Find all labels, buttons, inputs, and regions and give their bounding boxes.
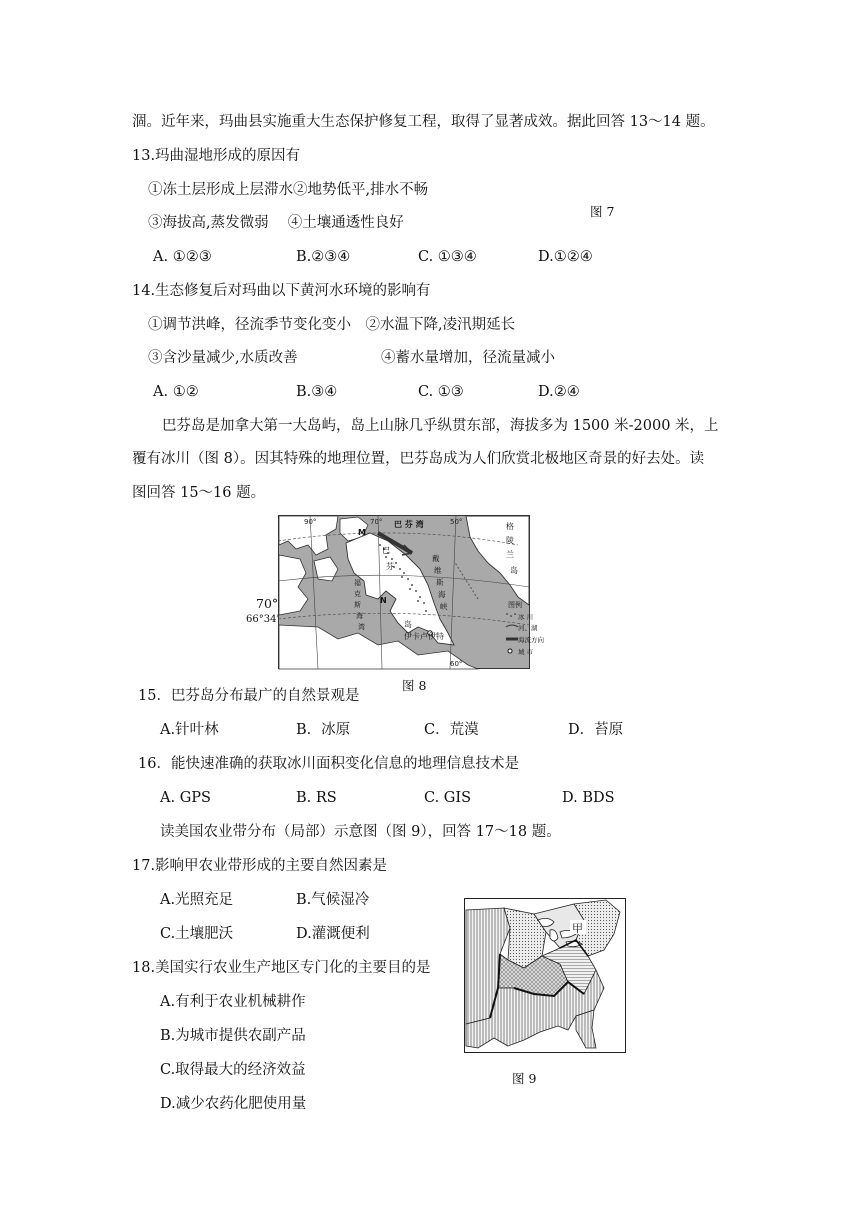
question-16-option-c: C. GIS [424, 790, 472, 806]
question-15-option-c: C．荒漠 [424, 722, 479, 738]
question-14-stem: 14.生态修复后对玛曲以下黄河水环境的影响有 [132, 283, 431, 299]
longitude-label: 70° [370, 518, 383, 526]
question-14-option-a: A. ①② [153, 384, 199, 400]
baffin-island-label: 巴 [382, 546, 390, 555]
point-m-label: M [358, 528, 366, 537]
davis-strait-label: 戴 [432, 554, 440, 563]
question-18-stem: 18.美国实行农业生产地区专门化的主要目的是 [132, 960, 431, 976]
legend-current-label: 海流方向 [518, 636, 544, 644]
question-18-option-a: A.有利于农业机械耕作 [160, 994, 306, 1010]
davis-strait-label: 斯 [436, 578, 444, 587]
longitude-label: 60° [450, 660, 463, 668]
usa-agriculture-map [464, 898, 626, 1053]
davis-strait-label: 峡 [440, 602, 448, 611]
question-14-statement: ④蓄水量增加，径流量减小 [381, 350, 555, 366]
passage-text: 读美国农业带分布（局部）示意图（图 9），回答 17～18 题。 [160, 824, 561, 840]
figure-8-map [278, 515, 544, 669]
question-14-option-c: C. ①③ [418, 384, 464, 400]
passage-text: 涸。近年来，玛曲县实施重大生态保护修复工程，取得了显著成效。据此回答 13～14 题。 [132, 114, 715, 130]
davis-strait-label: 维 [434, 566, 442, 575]
passage-text: 覆有冰川（图 8）。因其特殊的地理位置，巴芬岛成为人们欣赏北极地区奇景的好去处。读 [132, 451, 705, 467]
question-17-option-d: D.灌溉便利 [296, 926, 370, 942]
question-16-option-a: A. GPS [160, 790, 211, 806]
foxe-basin-label: 斯 [354, 601, 361, 609]
baffin-island-label: 芬 [386, 562, 394, 571]
legend-city-swatch [508, 649, 512, 653]
longitude-label: 50° [450, 518, 463, 526]
question-15-option-b: B．冰原 [296, 722, 351, 738]
question-16-option-d: D. BDS [562, 790, 615, 806]
question-18-option-d: D.减少农药化肥使用量 [160, 1096, 307, 1112]
foxe-basin-label: 克 [354, 590, 361, 598]
question-13-option-c: C. ①③④ [418, 249, 477, 265]
question-13-statement: ①冻土层形成上层滞水②地势低平,排水不畅 [148, 182, 429, 198]
question-14-statement: ③含沙量减少,水质改善 [148, 350, 298, 366]
passage-text: 巴芬岛是加拿大第一大岛屿，岛上山脉几乎纵贯东部，海拔多为 1500 米-2000 米，上 [162, 418, 719, 434]
legend-glacier-label: 冰 川 [518, 613, 534, 621]
foxe-basin-label: 海 [356, 612, 363, 620]
question-14-option-b: B.③④ [296, 384, 338, 400]
question-15-option-d: D．苔原 [568, 722, 624, 738]
question-13-stem: 13.玛曲湿地形成的原因有 [132, 148, 301, 164]
figure-9-caption: 图 9 [512, 1071, 537, 1086]
longitude-label: 90° [304, 518, 317, 526]
passage-text: 图回答 15～16 题。 [132, 485, 266, 501]
figure-8-caption: 图 8 [402, 678, 427, 693]
question-16-option-b: B. RS [296, 790, 337, 806]
point-n-label: N [380, 596, 387, 605]
figure-7-caption: 图 7 [590, 204, 615, 219]
baffin-island-label: 岛 [404, 620, 412, 629]
greenland-label: 陵 [506, 536, 514, 545]
question-17-option-b: B.气候湿冷 [296, 892, 370, 908]
question-13-statement: ③海拔高,蒸发微弱 ④土壤通透性良好 [148, 215, 404, 231]
question-14-option-d: D.②④ [538, 384, 580, 400]
greenland-label: 格 [506, 522, 514, 531]
legend-river-label: 河、湖 [518, 624, 538, 632]
question-17-stem: 17.影响甲农业带形成的主要自然因素是 [132, 858, 388, 874]
question-17-option-c: C.土壤肥沃 [160, 926, 234, 942]
legend-title: 图例 [508, 601, 522, 609]
latitude-label: 66°34' [246, 614, 280, 625]
question-14-statement: ①调节洪峰，径流季节变化变小 ②水温下降,凌汛期延长 [148, 317, 516, 333]
foxe-basin-label: 福 [354, 579, 361, 587]
legend-city-label: 城 市 [518, 648, 534, 656]
question-18-option-b: B.为城市提供农副产品 [160, 1028, 306, 1044]
baffin-bay-label: 巴 芬 湾 [394, 520, 424, 529]
greenland-label: 岛 [510, 566, 518, 575]
figure-9-map [464, 898, 626, 1053]
question-13-option-b: B.②③④ [296, 249, 351, 265]
foxe-basin-label: 湾 [358, 623, 365, 631]
iqaluit-label: 伊卡卢伊特 [404, 632, 444, 641]
question-18-option-c: C.取得最大的经济效益 [160, 1062, 306, 1078]
greenland-label: 兰 [506, 550, 514, 559]
question-15-option-a: A.针叶林 [160, 722, 219, 738]
baffin-island-map [278, 515, 544, 669]
region-jia-label: 甲 [572, 922, 583, 935]
question-15-stem: 15．巴芬岛分布最广的自然景观是 [138, 688, 360, 704]
davis-strait-label: 海 [438, 590, 446, 599]
question-13-option-d: D.①②④ [538, 249, 593, 265]
question-13-option-a: A. ①②③ [153, 249, 212, 265]
question-16-stem: 16．能快速准确的获取冰川面积变化信息的地理信息技术是 [138, 756, 519, 772]
latitude-label: 70° [256, 596, 279, 611]
question-17-option-a: A.光照充足 [160, 892, 234, 908]
